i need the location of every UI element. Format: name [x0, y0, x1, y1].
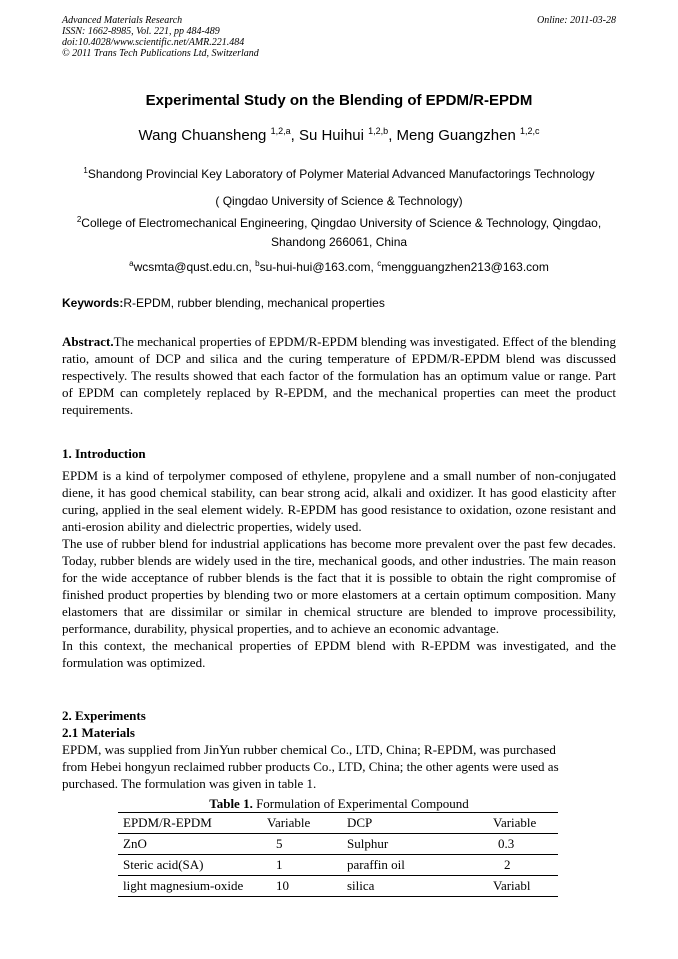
- journal-name: Advanced Materials Research: [62, 15, 183, 26]
- table-cell: 0.3: [488, 834, 558, 855]
- table-cell: Variable: [262, 813, 342, 834]
- keywords-label: Keywords:: [62, 296, 124, 310]
- affiliation-line: ( Qingdao University of Science & Technology): [215, 194, 463, 208]
- paragraph: EPDM is a kind of terpolymer composed of ethylene, propylene and a small number of non-conjugated diene, it has good chemical stability, can bear strong acid, alkali and oxidizer. It has good elasticity after curing, applied in the seal element widely. R-EPDM has good resistance to oxidation, ozone resistant and anti-erosion ability and dielectric properties, widely used.: [62, 468, 616, 534]
- author-list: [0, 127, 678, 144]
- affiliation-line: Shandong 266061, China: [270, 235, 408, 249]
- journal-copyright: © 2011 Trans Tech Publications Ltd, Switzerland: [62, 48, 259, 59]
- affiliation-marker: 2: [76, 215, 82, 224]
- section-heading: 1. Introduction: [62, 446, 146, 461]
- author-name: Wang Chuansheng: [138, 127, 267, 144]
- online-date: Online: 2011-03-28: [537, 15, 616, 26]
- email-address: mengguangzhen213@163.com: [381, 260, 549, 274]
- email-marker: c: [377, 259, 382, 268]
- journal-issn: ISSN: 1662-8985, Vol. 221, pp 484-489: [62, 26, 220, 37]
- table-cell: light magnesium-oxide: [118, 876, 262, 897]
- table-cell: silica: [342, 876, 488, 897]
- subsection-heading: 2.1 Materials: [62, 725, 135, 740]
- table-cell: paraffin oil: [342, 855, 488, 876]
- paragraph: In this context, the mechanical properties of EPDM blend with R-EPDM was investigated, and the formulation was optimized.: [62, 638, 616, 670]
- table-row: [118, 876, 558, 897]
- table-cell: Variabl: [488, 876, 558, 897]
- paper-title: Experimental Study on the Blending of EPDM/R-EPDM: [145, 92, 533, 109]
- table-row: [118, 813, 558, 834]
- table-caption: [0, 796, 678, 812]
- abstract: [62, 333, 616, 418]
- affiliation-1: [62, 165, 616, 211]
- paragraph: The use of rubber blend for industrial applications has become more prevalent over the past few decades. Today, rubber blends are widely used in the tire, mechanical goods, and other industries. The main reason for the wide acceptance of rubber blends is the fact that it is possible to obtain the right compromise of finished product properties by blending two or more elastomers at a certain optimum composition. Many elastomers that are dissimilar or similar in chemical structure are blended to improve processibility, performance, durability, physical properties, and to achieve an economic advantage.: [62, 536, 616, 636]
- abstract-label: Abstract.: [62, 334, 114, 349]
- table-cell: Steric acid(SA): [118, 855, 262, 876]
- journal-doi: doi:10.4028/www.scientific.net/AMR.221.484: [62, 37, 245, 48]
- table-cell: ZnO: [118, 834, 262, 855]
- section-heading: 2. Experiments: [62, 708, 146, 723]
- journal-header: [62, 15, 616, 59]
- author-affiliation-marker: 1,2,a: [270, 126, 291, 136]
- table-row: [118, 834, 558, 855]
- affiliation-line: College of Electromechanical Engineering, Qingdao University of Science & Technology, Qingdao,: [81, 216, 602, 230]
- email-address: su-hui-hui@163.com,: [259, 260, 378, 274]
- author-affiliation-marker: 1,2,c: [519, 126, 540, 136]
- table-caption-text: Formulation of Experimental Compound: [252, 796, 469, 811]
- experiments-section: [62, 707, 616, 792]
- email-marker: a: [129, 259, 134, 268]
- table-cell: Sulphur: [342, 834, 488, 855]
- table-cell: 1: [262, 855, 342, 876]
- author-name: Su Huihui: [298, 127, 364, 144]
- affiliation-marker: 1: [83, 166, 88, 175]
- author-affiliation-marker: 1,2,b: [368, 126, 389, 136]
- table-cell: EPDM/R-EPDM: [118, 813, 262, 834]
- table-cell: 5: [262, 834, 342, 855]
- formulation-table: [118, 812, 558, 897]
- table-cell: Variable: [488, 813, 558, 834]
- author-name: Meng Guangzhen: [396, 127, 516, 144]
- table-row: [118, 855, 558, 876]
- author-separator: ,: [290, 127, 299, 144]
- table-cell: 2: [488, 855, 558, 876]
- keywords: [62, 296, 616, 310]
- text-line: purchased. The formulation was given in table 1.: [62, 776, 317, 791]
- affiliation-line: Shandong Provincial Key Laboratory of Polymer Material Advanced Manufactorings Technology: [87, 167, 595, 181]
- author-emails: [62, 258, 616, 277]
- email-marker: b: [255, 259, 260, 268]
- email-address: wcsmta@qust.edu.cn,: [133, 260, 256, 274]
- text-line: from Hebei hongyun reclaimed rubber products Co., LTD, China; the other agents were used as: [62, 759, 559, 774]
- keywords-text: R-EPDM, rubber blending, mechanical properties: [123, 296, 385, 310]
- introduction-section: [62, 445, 616, 671]
- table-cell: DCP: [342, 813, 488, 834]
- table-cell: 10: [262, 876, 342, 897]
- table-caption-label: Table 1.: [209, 796, 253, 811]
- abstract-text: The mechanical properties of EPDM/R-EPDM blending was investigated. Effect of the blending ratio, amount of DCP and silica and the curing temperature of EPDM/R-EPDM blend was discussed respectively. The results showed that each factor of the formulation has an optimum value or range. Part of EPDM can completely replaced by R-EPDM, and the mechanical properties can meet the product requirements.: [62, 334, 616, 417]
- author-separator: ,: [388, 127, 397, 144]
- text-line: EPDM, was supplied from JinYun rubber chemical Co., LTD, China; R-EPDM, was purchased: [62, 742, 556, 757]
- affiliation-2: [62, 214, 616, 252]
